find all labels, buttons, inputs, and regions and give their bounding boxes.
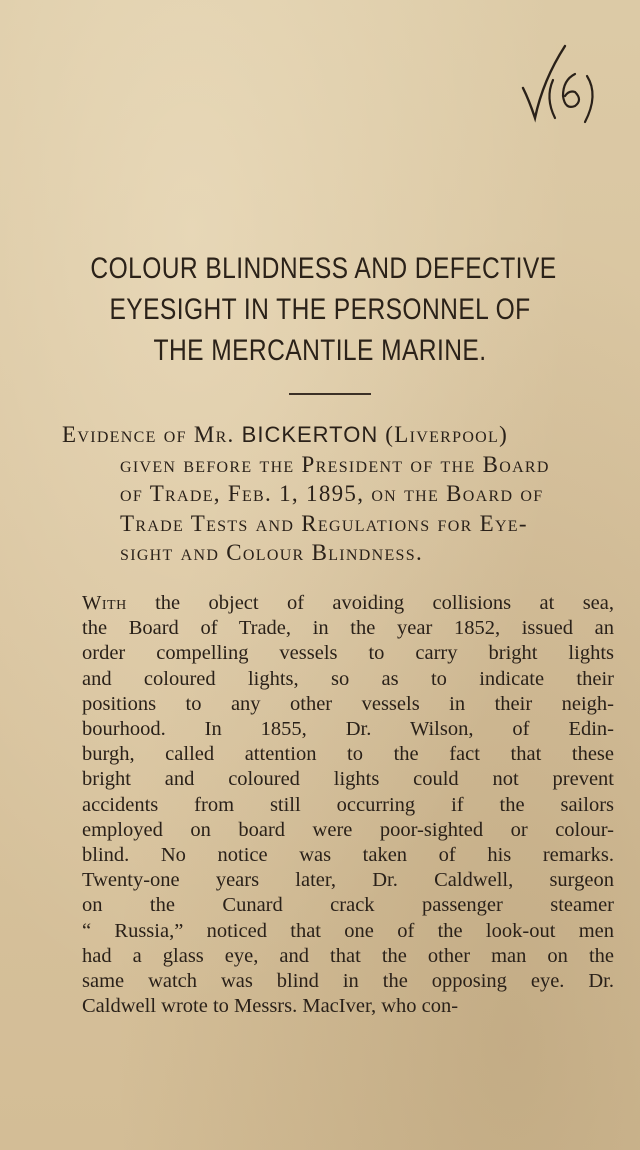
body-line: had a glass eye, and that the other man on the <box>82 944 614 967</box>
title-line-1: COLOUR BLINDNESS AND DEFECTIVE <box>90 252 557 285</box>
evidence-line-3: of Trade, Feb. 1, 1895, on the Board of <box>120 481 544 506</box>
evidence-line-2: given before the President of the Board <box>120 451 550 477</box>
body-line: Twenty-one years later, Dr. Caldwell, surgeon <box>82 869 614 892</box>
witness-name: BICKERTON <box>241 422 379 447</box>
body-line: same watch was blind in the opposing eye. Dr. <box>82 970 614 993</box>
evidence-line-1 <box>62 420 617 450</box>
body-line: blind. No notice was taken of his remarks. <box>82 844 614 867</box>
evidence-prefix: Evidence of Mr. <box>62 422 235 447</box>
body-line-1 <box>82 591 614 616</box>
body-line: bourhood. In 1855, Dr. Wilson, of Edin- <box>82 718 614 741</box>
section-divider <box>289 393 371 395</box>
title-line-3: THE MERCANTILE MARINE. <box>153 334 487 367</box>
body-line: the Board of Trade, in the year 1852, issued an <box>82 617 614 640</box>
title-line-2: EYESIGHT IN THE PERSONNEL OF <box>109 293 531 326</box>
evidence-line-4: Trade Tests and Regulations for Eye- <box>120 510 528 536</box>
body-line: bright and coloured lights could not prevent <box>82 768 614 791</box>
body-line: and coloured lights, so as to indicate their <box>82 667 614 690</box>
body-line: on the Cunard crack passenger steamer <box>82 894 614 917</box>
body-line: burgh, called attention to the fact that these <box>82 743 614 766</box>
body-first-line-rest: the object of avoiding collisions at sea, <box>126 592 614 614</box>
body-line: accidents from still occurring if the sailors <box>82 793 614 816</box>
body-line: Caldwell wrote to Messrs. MacIver, who con- <box>82 995 459 1018</box>
evidence-heading <box>62 420 617 568</box>
witness-location: (Liverpool) <box>385 422 509 447</box>
handwritten-annotation <box>515 40 625 130</box>
body-paragraph <box>82 591 614 1019</box>
document-title <box>90 248 557 371</box>
body-line: order compelling vessels to carry bright lights <box>82 642 614 665</box>
handwritten-annotation-drawing <box>515 40 625 130</box>
body-line: employed on board were poor-sighted or colour- <box>82 818 614 841</box>
evidence-line-5: sight and Colour Blindness. <box>120 540 424 565</box>
body-first-word: With <box>82 592 127 614</box>
body-line: “ Russia,” noticed that one of the look-out men <box>82 919 614 942</box>
body-line: positions to any other vessels in their neigh- <box>82 692 614 715</box>
